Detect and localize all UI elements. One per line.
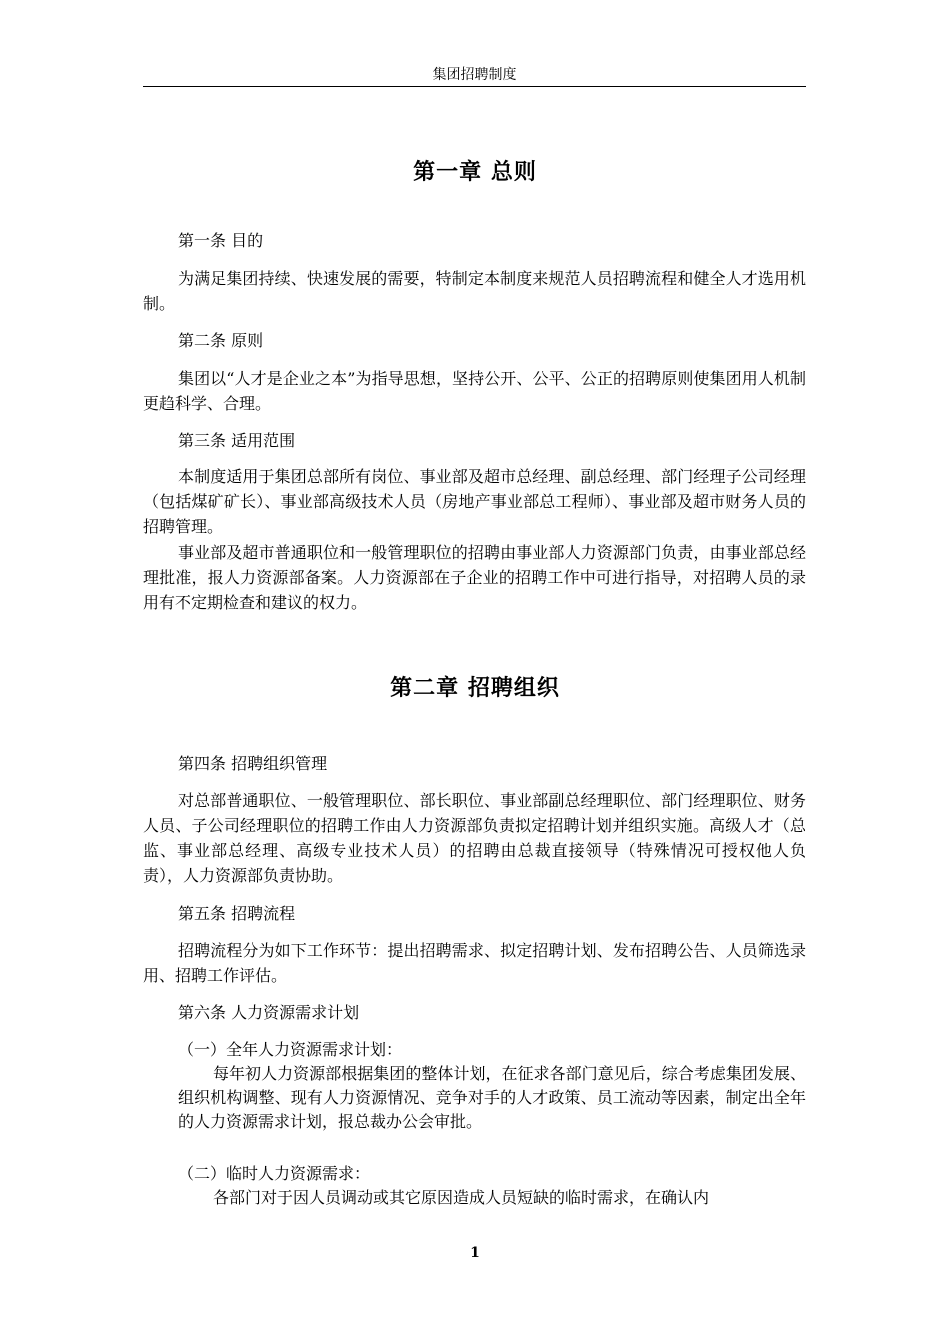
- article-6-subsection-2-title: （二）临时人力资源需求：: [178, 1164, 371, 1183]
- page-number: 1: [470, 1245, 480, 1261]
- article-6-title: 第六条 人力资源需求计划: [178, 1003, 360, 1022]
- article-2-title: 第二条 原则: [178, 331, 264, 350]
- article-1-title: 第一条 目的: [178, 231, 264, 250]
- article-1-body: 为满足集团持续、快速发展的需要，特制定本制度来规范人员招聘流程和健全人才选用机制。: [143, 269, 806, 313]
- article-5-body: 招聘流程分为如下工作环节：提出招聘需求、拟定招聘计划、发布招聘公告、人员筛选录用、招聘工作评估。: [143, 941, 806, 985]
- article-3-body-1: 本制度适用于集团总部所有岗位、事业部及超市总经理、副总经理、部门经理子公司经理（包括煤矿矿长）、事业部高级技术人员（房地产事业部总工程师）、事业部及超市财务人员的招聘管理。: [143, 467, 806, 536]
- article-2-body: 集团以“人才是企业之本”为指导思想，坚持公开、公平、公正的招聘原则使集团用人机制更趋科学、合理。: [143, 369, 806, 413]
- page-header: 集团招聘制度: [143, 66, 806, 87]
- article-3-title: 第三条 适用范围: [178, 431, 296, 450]
- article-6-subsection-2-body: 各部门对于因人员调动或其它原因造成人员短缺的临时需求，在确认内: [213, 1188, 710, 1207]
- article-4-title: 第四条 招聘组织管理: [178, 754, 328, 773]
- article-6-subsection-1-body: 每年初人力资源部根据集团的整体计划，在征求各部门意见后，综合考虑集团发展、组织机构调整、现有人力资源情况、竞争对手的人才政策、员工流动等因素，制定出全年的人力资源需求计划，报总裁办公会审批。: [178, 1064, 806, 1131]
- article-4-body: 对总部普通职位、一般管理职位、部长职位、事业部副总经理职位、部门经理职位、财务人员、子公司经理职位的招聘工作由人力资源部负责拟定招聘计划并组织实施。高级人才（总监、事业部总经理、高级专业技术人员）的招聘由总裁直接领导（特殊情况可授权他人负责），人力资源部负责协助。: [143, 791, 806, 885]
- article-6-subsection-1-title: （一）全年人力资源需求计划：: [178, 1040, 403, 1059]
- chapter-2-title: 第二章 招聘组织: [390, 676, 560, 701]
- article-5-title: 第五条 招聘流程: [178, 904, 296, 923]
- article-3-body-2: 事业部及超市普通职位和一般管理职位的招聘由事业部人力资源部门负责，由事业部总经理批准，报人力资源部备案。人力资源部在子企业的招聘工作中可进行指导，对招聘人员的录用有不定期检查和建议的权力。: [143, 543, 806, 612]
- chapter-1-title: 第一章 总则: [413, 160, 537, 185]
